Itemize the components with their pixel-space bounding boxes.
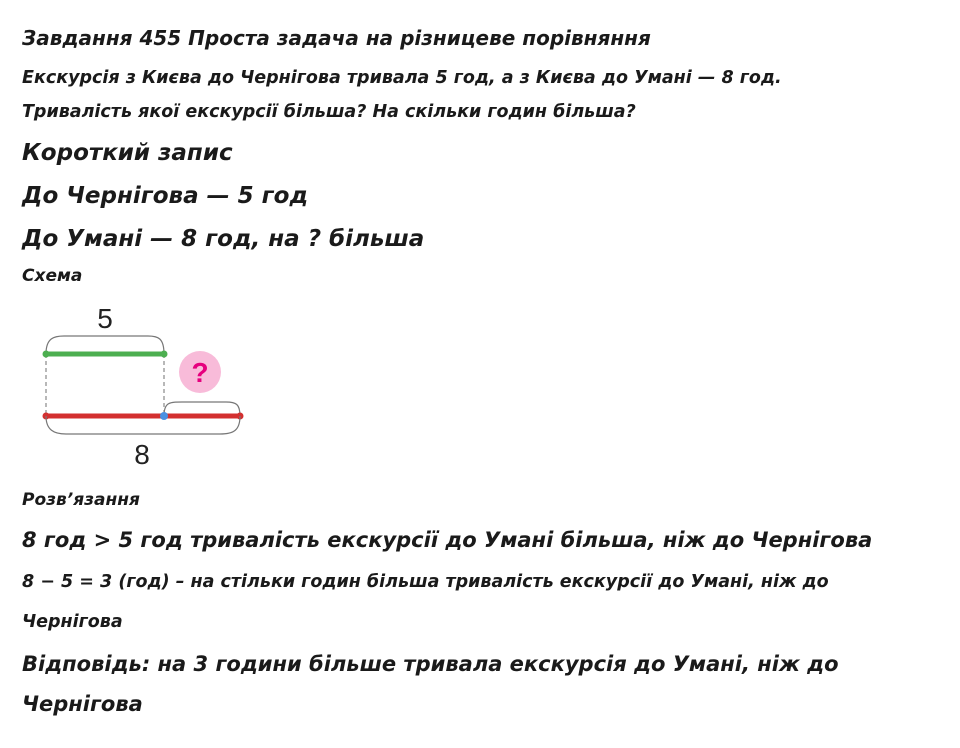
answer-line: Відповідь: на 3 години більше тривала екскурсія до Умані, ніж до	[22, 652, 839, 676]
short-record-heading: Короткий запис	[22, 140, 233, 166]
green-right-dot	[161, 351, 168, 358]
question-mark: ?	[191, 357, 209, 388]
task-condition-line-2: Тривалість якої екскурсії більша? На скільки годин більша?	[22, 102, 636, 122]
short-record-line-2: До Умані — 8 год, на ? більша	[22, 226, 425, 252]
solution-line-2: 8 − 5 = 3 (год) – на стільки годин більша тривалість екскурсії до Умані, ніж до	[22, 572, 829, 592]
solution-line-1: 8 год > 5 год тривалість екскурсії до Умані більша, ніж до Чернігова	[22, 528, 873, 552]
task-condition-line-1: Екскурсія з Києва до Чернігова тривала 5 год, а з Києва до Умані — 8 год.	[22, 68, 782, 88]
top-brace	[46, 336, 164, 354]
task-title: Завдання 455 Проста задача на різницеве порівняння	[22, 26, 651, 50]
answer-line-cont: Чернігова	[22, 692, 143, 716]
solution-line-2-cont: Чернігова	[22, 612, 123, 632]
blue-split-dot	[160, 412, 168, 420]
scheme-heading: Схема	[22, 266, 83, 286]
scheme-diagram	[30, 298, 260, 478]
top-label: 5	[97, 303, 113, 334]
bottom-label: 8	[134, 439, 150, 470]
short-record-line-1: До Чернігова — 5 год	[22, 183, 309, 209]
solution-heading: Розв’язання	[22, 490, 140, 510]
bottom-brace	[46, 416, 240, 434]
green-left-dot	[43, 351, 50, 358]
